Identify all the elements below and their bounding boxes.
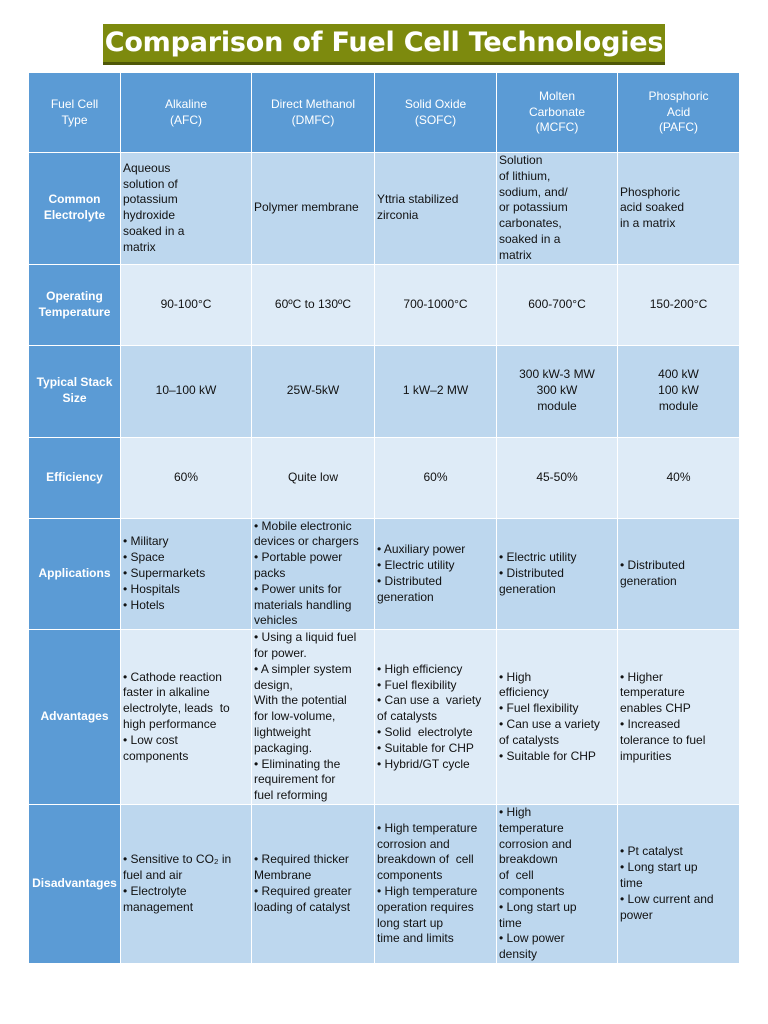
cell-line: • Distributed <box>499 565 564 580</box>
cell-line: of catalysts <box>377 709 438 724</box>
cell-line: • Low power <box>499 931 565 946</box>
cell-line: • High <box>499 669 532 684</box>
cell-line: Disadvantages <box>32 876 117 891</box>
cell-electrolyte-sofc <box>375 153 497 265</box>
cell-line: Molten <box>538 88 576 103</box>
table-row-temperature <box>29 264 740 345</box>
cell-line: 1 kW–2 MW <box>402 383 469 398</box>
cell-line: • Increased <box>620 717 681 732</box>
cell-line: • High <box>499 804 532 819</box>
cell-temperature-pafc <box>618 264 740 345</box>
cell-line: Solid Oxide <box>404 96 467 111</box>
cell-line: Size <box>62 391 87 406</box>
cell-applications-pafc <box>618 518 740 630</box>
cell-efficiency-sofc <box>375 437 497 518</box>
cell-line: Typical Stack <box>36 375 113 390</box>
cell-line: • Distributed <box>620 558 685 573</box>
cell-line: • Fuel flexibility <box>499 701 579 716</box>
cell-line: matrix <box>123 239 156 254</box>
cell-line: module <box>658 398 699 413</box>
cell-line: • Electrolyte <box>123 883 187 898</box>
row-label-stack-size <box>29 345 121 437</box>
header-cell-mcfc <box>497 73 618 153</box>
cell-line: Applications <box>38 565 111 580</box>
cell-line: solution of <box>123 176 178 191</box>
cell-line: Direct Methanol <box>270 96 356 111</box>
cell-line: • Electric utility <box>377 558 455 573</box>
cell-line: of cell <box>499 868 534 883</box>
cell-line: matrix <box>499 247 532 262</box>
cell-line: • Low cost <box>123 732 178 747</box>
cell-line: packaging. <box>254 740 313 755</box>
cell-line: • Mobile electronic <box>254 518 352 533</box>
cell-line: Advantages <box>40 709 109 724</box>
cell-line: generation <box>499 581 556 596</box>
cell-line: components <box>499 883 565 898</box>
cell-line: • Pt catalyst <box>620 844 683 859</box>
cell-line: time <box>499 915 522 930</box>
cell-line: enables CHP <box>620 701 691 716</box>
cell-line: operation requires <box>377 899 474 914</box>
cell-line: • High temperature <box>377 820 478 835</box>
cell-line: generation <box>620 573 677 588</box>
cell-line: 60ºC to 130ºC <box>274 296 352 311</box>
cell-line: soaked in a <box>123 224 185 239</box>
cell-electrolyte-dmfc <box>252 153 375 265</box>
cell-temperature-mcfc <box>497 264 618 345</box>
cell-line: of catalysts <box>499 732 560 747</box>
header-cell-pafc <box>618 73 740 153</box>
table-row-efficiency <box>29 437 740 518</box>
page-title: Comparison of Fuel Cell Technologies <box>103 24 666 65</box>
cell-line: faster in alkaline <box>123 685 210 700</box>
cell-line: Temperature <box>38 304 111 319</box>
table-row-applications <box>29 518 740 630</box>
title-wrapper <box>0 24 768 65</box>
cell-line: • Fuel flexibility <box>377 677 457 692</box>
cell-line: power <box>620 907 653 922</box>
row-label-efficiency <box>29 437 121 518</box>
cell-line: (PAFC) <box>658 120 699 135</box>
cell-stack-sofc <box>375 345 497 437</box>
cell-line: • Can use a variety <box>499 717 600 732</box>
cell-line: • Low current and <box>620 891 714 906</box>
cell-line: soaked in a <box>499 231 561 246</box>
cell-line: breakdown <box>499 852 558 867</box>
cell-line: • Space <box>123 550 165 565</box>
header-cell-afc <box>121 73 252 153</box>
cell-line: temperature <box>620 685 685 700</box>
cell-line: or potassium <box>499 200 568 215</box>
cell-electrolyte-mcfc <box>497 153 618 265</box>
cell-line: (AFC) <box>170 112 202 127</box>
cell-line: Aqueous <box>123 160 171 175</box>
cell-line: Yttria stabilized <box>377 192 459 207</box>
header-cell-sofc <box>375 73 497 153</box>
header-row <box>29 73 740 153</box>
cell-line: • High temperature <box>377 883 478 898</box>
table-row-advantages <box>29 630 740 805</box>
cell-line: materials handling <box>254 597 352 612</box>
cell-temperature-afc <box>121 264 252 345</box>
cell-line: tolerance to fuel <box>620 732 706 747</box>
cell-line: time and limits <box>377 931 454 946</box>
row-label-applications <box>29 518 121 630</box>
cell-line: • Auxiliary power <box>377 542 466 557</box>
cell-line: Common <box>48 192 101 207</box>
cell-line: temperature <box>499 820 564 835</box>
cell-efficiency-mcfc <box>497 437 618 518</box>
cell-applications-afc <box>121 518 252 630</box>
cell-temperature-sofc <box>375 264 497 345</box>
cell-electrolyte-pafc <box>618 153 740 265</box>
cell-line: • A simpler system <box>254 661 352 676</box>
fuel-cell-comparison-table <box>28 72 740 964</box>
cell-line: long start up <box>377 915 444 930</box>
cell-line: Membrane <box>254 868 312 883</box>
cell-line: • Using a liquid fuel <box>254 630 357 645</box>
cell-line: 400 kW <box>658 367 699 382</box>
cell-line: • Required thicker <box>254 852 349 867</box>
cell-line: 60% <box>173 469 199 484</box>
cell-line: fuel and air <box>123 868 183 883</box>
cell-advantages-sofc <box>375 630 497 805</box>
cell-line: • High efficiency <box>377 661 463 676</box>
cell-line: • Suitable for CHP <box>377 740 474 755</box>
cell-stack-mcfc <box>497 345 618 437</box>
cell-line: Electrolyte <box>43 208 106 223</box>
cell-line: time <box>620 876 643 891</box>
cell-line: components <box>377 868 443 883</box>
cell-line: Acid <box>666 104 691 119</box>
cell-line: fuel reforming <box>254 788 328 803</box>
cell-line: Solution <box>499 153 543 167</box>
table-row-electrolyte <box>29 153 740 265</box>
cell-line: • Solid electrolyte <box>377 724 473 739</box>
cell-line: • Eliminating the <box>254 756 341 771</box>
cell-line: design, <box>254 677 293 692</box>
cell-line: 150-200°C <box>649 296 708 311</box>
row-label-temperature <box>29 264 121 345</box>
cell-line: • Suitable for CHP <box>499 748 596 763</box>
cell-line: impurities <box>620 748 672 763</box>
cell-line: carbonates, <box>499 216 562 231</box>
cell-line: 10–100 kW <box>155 383 217 398</box>
cell-applications-dmfc <box>252 518 375 630</box>
cell-line: 700-1000°C <box>403 296 468 311</box>
cell-line: vehicles <box>254 613 298 628</box>
cell-line: 45-50% <box>536 469 578 484</box>
cell-line: acid soaked <box>620 200 685 215</box>
cell-line: • Distributed <box>377 573 442 588</box>
cell-line: module <box>537 398 577 413</box>
cell-line: • Higher <box>620 669 663 684</box>
cell-line: • Hybrid/GT cycle <box>377 756 470 771</box>
cell-disadvantages-pafc <box>618 804 740 963</box>
header-cell-type <box>29 73 121 153</box>
cell-line: efficiency <box>499 685 549 700</box>
cell-advantages-pafc <box>618 630 740 805</box>
cell-line: (DMFC) <box>291 112 335 127</box>
cell-line: components <box>123 748 189 763</box>
cell-line: breakdown of cell <box>377 852 474 867</box>
cell-line: hydroxide <box>123 208 176 223</box>
cell-line: corrosion and <box>377 836 450 851</box>
cell-line: high performance <box>123 717 217 732</box>
cell-line: sodium, and/ <box>499 184 568 199</box>
cell-line: • Hotels <box>123 597 165 612</box>
cell-line: • Can use a variety <box>377 693 482 708</box>
cell-advantages-mcfc <box>497 630 618 805</box>
cell-line: Operating <box>46 288 103 303</box>
row-label-advantages <box>29 630 121 805</box>
cell-stack-afc <box>121 345 252 437</box>
cell-line: Carbonate <box>528 104 586 119</box>
cell-line: • Hospitals <box>123 581 180 596</box>
cell-efficiency-pafc <box>618 437 740 518</box>
cell-line: potassium <box>123 192 178 207</box>
cell-temperature-dmfc <box>252 264 375 345</box>
cell-advantages-dmfc <box>252 630 375 805</box>
cell-line: Phosphoric <box>648 88 709 103</box>
cell-line: in a matrix <box>620 216 676 231</box>
cell-line: With the potential <box>254 693 347 708</box>
cell-line: packs <box>254 565 286 580</box>
cell-line: corrosion and <box>499 836 572 851</box>
table-row-disadvantages <box>29 804 740 963</box>
cell-line: Type <box>61 112 88 127</box>
cell-line: electrolyte, leads to <box>123 701 230 716</box>
cell-disadvantages-afc <box>121 804 252 963</box>
cell-line: 60% <box>423 469 448 484</box>
cell-line: 100 kW <box>658 383 699 398</box>
cell-line: (MCFC) <box>535 120 579 135</box>
cell-line: (SOFC) <box>414 112 457 127</box>
cell-line: • Military <box>123 534 169 549</box>
cell-line: of lithium, <box>499 168 551 183</box>
cell-line: • Cathode reaction <box>123 669 222 684</box>
cell-line: for power. <box>254 645 307 660</box>
header-cell-dmfc <box>252 73 375 153</box>
cell-efficiency-afc <box>121 437 252 518</box>
cell-line: • Supermarkets <box>123 565 206 580</box>
cell-line: Phosphoric <box>620 184 681 199</box>
cell-line: devices or chargers <box>254 534 359 549</box>
cell-line: management <box>123 899 194 914</box>
cell-line: • Long start up <box>620 860 698 875</box>
table-row-stack-size <box>29 345 740 437</box>
cell-line: generation <box>377 589 434 604</box>
cell-line: 300 kW-3 MW <box>519 367 595 382</box>
cell-line: for low-volume, <box>254 709 336 724</box>
cell-line: Quite low <box>287 469 339 484</box>
row-label-disadvantages <box>29 804 121 963</box>
cell-line: zirconia <box>377 208 419 223</box>
cell-line: • Long start up <box>499 899 577 914</box>
cell-efficiency-dmfc <box>252 437 375 518</box>
cell-line: 300 kW <box>536 383 578 398</box>
cell-line: • Portable power <box>254 550 343 565</box>
cell-line: lightweight <box>254 724 311 739</box>
cell-disadvantages-mcfc <box>497 804 618 963</box>
cell-line: • Power units for <box>254 581 342 596</box>
cell-line: Fuel Cell <box>50 96 99 111</box>
cell-line: requirement for <box>254 772 336 787</box>
cell-stack-pafc <box>618 345 740 437</box>
cell-disadvantages-dmfc <box>252 804 375 963</box>
cell-line: 25W-5kW <box>286 383 340 398</box>
cell-advantages-afc <box>121 630 252 805</box>
cell-line: Polymer membrane <box>254 200 359 215</box>
cell-line: loading of catalyst <box>254 899 351 914</box>
row-label-electrolyte <box>29 153 121 265</box>
cell-line: • Required greater <box>254 883 352 898</box>
cell-line: Alkaline <box>164 96 208 111</box>
cell-stack-dmfc <box>252 345 375 437</box>
cell-applications-sofc <box>375 518 497 630</box>
cell-line: 40% <box>666 469 691 484</box>
cell-line: • Electric utility <box>499 550 577 565</box>
cell-line: 90-100°C <box>160 296 212 311</box>
cell-line: density <box>499 947 538 962</box>
cell-electrolyte-afc <box>121 153 252 265</box>
cell-line: 600-700°C <box>528 296 586 311</box>
cell-applications-mcfc <box>497 518 618 630</box>
cell-line: • Sensitive to CO₂ in <box>123 852 232 867</box>
cell-disadvantages-sofc <box>375 804 497 963</box>
cell-line: Efficiency <box>46 469 103 484</box>
